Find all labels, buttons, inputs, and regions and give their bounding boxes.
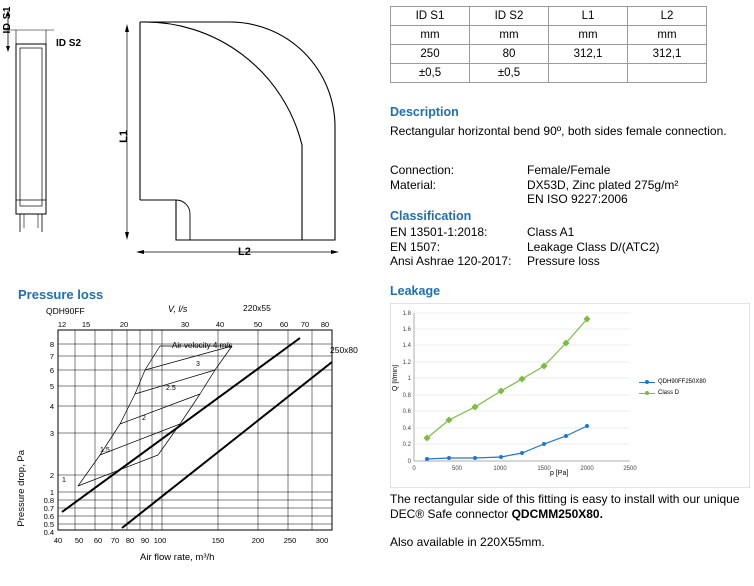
- property-key: Material:: [390, 177, 437, 192]
- table-header-cell: L1: [549, 7, 628, 26]
- svg-text:0.6: 0.6: [402, 409, 411, 415]
- leakage-chart: [390, 303, 750, 488]
- property-key: Connection:: [390, 163, 455, 177]
- table-cell: 312,1: [549, 45, 628, 64]
- svg-text:60: 60: [93, 536, 103, 545]
- property-key: EN 1507:: [390, 239, 441, 254]
- svg-text:5: 5: [49, 382, 54, 391]
- table-row: [391, 26, 707, 45]
- svg-text:0.4: 0.4: [402, 426, 411, 432]
- svg-text:30: 30: [180, 320, 190, 329]
- property-value: Female/Female: [527, 163, 611, 177]
- table-cell: [549, 64, 628, 83]
- legend-swatch-series1: [639, 382, 655, 383]
- svg-text:1500: 1500: [537, 466, 551, 472]
- property-row: [390, 225, 750, 240]
- svg-text:70: 70: [300, 320, 310, 329]
- legend-label: Class D: [658, 390, 680, 396]
- property-key: [390, 192, 527, 207]
- leakage-x-axis-label: p [Pa]: [550, 470, 569, 477]
- table-cell: ±0,5: [470, 64, 549, 83]
- property-key: Ansi Ashrae 120-2017:: [390, 254, 512, 268]
- svg-text:1: 1: [407, 376, 411, 382]
- svg-text:20: 20: [119, 320, 129, 329]
- footer-note-product-code: QDCMM250X80.: [511, 507, 603, 521]
- label-l1: L1: [118, 130, 130, 143]
- pressure-loss-x-axis-label: Air flow rate, m³/h: [140, 552, 215, 563]
- property-value: Pressure loss: [527, 254, 600, 268]
- legend-label: QDH90FF250X80: [658, 379, 707, 385]
- label-id-s1: ID S1: [2, 6, 13, 34]
- svg-text:2: 2: [142, 415, 146, 422]
- svg-text:8: 8: [49, 340, 54, 349]
- property-row: [390, 254, 750, 269]
- svg-text:250: 250: [283, 536, 297, 545]
- label-id-s2: ID S2: [56, 38, 82, 49]
- pressure-loss-velocity-note: Air velocity 4 m/s: [172, 341, 233, 350]
- svg-text:0.2: 0.2: [402, 442, 411, 448]
- table-cell: mm: [628, 26, 707, 45]
- table-cell: ±0,5: [391, 64, 470, 83]
- property-value: EN ISO 9227:2006: [527, 192, 628, 206]
- description-block: [390, 105, 730, 138]
- pressure-loss-curve-label-250x80: 250x80: [330, 345, 358, 355]
- svg-text:2500: 2500: [623, 466, 637, 472]
- description-properties: [390, 163, 750, 207]
- table-cell: mm: [549, 26, 628, 45]
- property-row: [390, 240, 750, 255]
- svg-text:0.4: 0.4: [43, 528, 54, 537]
- legend-item: [639, 377, 706, 388]
- table-cell: 312,1: [628, 45, 707, 64]
- description-title: Description: [390, 105, 459, 119]
- property-row: [390, 178, 750, 193]
- svg-text:90: 90: [140, 536, 150, 545]
- classification-properties: [390, 225, 750, 269]
- svg-text:1.4: 1.4: [402, 343, 411, 349]
- svg-text:0: 0: [412, 466, 416, 472]
- svg-text:2.5: 2.5: [166, 385, 176, 392]
- table-header-row: [391, 7, 707, 26]
- svg-text:0.6: 0.6: [43, 512, 54, 521]
- pressure-loss-y-axis-label: Pressure drop, Pa: [16, 450, 27, 527]
- property-value: DX53D, Zinc plated 275g/m²: [527, 177, 679, 192]
- table-row: [391, 45, 707, 64]
- svg-text:300: 300: [315, 536, 329, 545]
- svg-text:6: 6: [49, 366, 54, 375]
- property-value: Class A1: [527, 225, 575, 239]
- svg-text:4: 4: [49, 402, 54, 411]
- svg-text:40: 40: [215, 320, 225, 329]
- table-cell: 250: [391, 45, 470, 64]
- technical-drawing: [0, 0, 378, 280]
- svg-text:2: 2: [49, 471, 54, 480]
- right-column: [388, 0, 754, 586]
- property-key: EN 13501-1:2018:: [390, 225, 488, 239]
- svg-text:12: 12: [57, 320, 67, 329]
- svg-text:1.5: 1.5: [100, 447, 110, 454]
- svg-text:60: 60: [279, 320, 289, 329]
- table-header-cell: ID S1: [391, 7, 470, 26]
- svg-text:50: 50: [253, 320, 263, 329]
- spec-table: [390, 6, 707, 83]
- legend-swatch-series2: [639, 393, 655, 394]
- property-value: Leakage Class D/(ATC2): [527, 239, 660, 254]
- pressure-loss-chart: [0, 300, 378, 570]
- svg-text:1000: 1000: [493, 466, 507, 472]
- svg-text:2000: 2000: [580, 466, 594, 472]
- classification-title: Classification: [390, 209, 472, 223]
- svg-text:0: 0: [407, 459, 411, 465]
- table-header-cell: L2: [628, 7, 707, 26]
- svg-text:1.6: 1.6: [402, 327, 411, 333]
- svg-text:3: 3: [196, 361, 200, 368]
- leakage-title: Leakage: [390, 284, 441, 298]
- pressure-loss-top-axis-label: V, l/s: [168, 304, 188, 314]
- svg-text:0.5: 0.5: [43, 520, 54, 529]
- svg-text:0.8: 0.8: [43, 496, 54, 505]
- pressure-loss-curve-label-220x55: 220x55: [243, 303, 271, 313]
- leakage-y-axis-label: Q [l/min]: [392, 365, 399, 392]
- svg-text:100: 100: [153, 536, 167, 545]
- svg-text:70: 70: [110, 536, 120, 545]
- table-cell: mm: [391, 26, 470, 45]
- property-row: [390, 192, 750, 207]
- svg-text:200: 200: [251, 536, 265, 545]
- svg-text:50: 50: [74, 536, 84, 545]
- table-cell: 80: [470, 45, 549, 64]
- table-cell: mm: [470, 26, 549, 45]
- svg-text:15: 15: [81, 320, 91, 329]
- svg-text:1.2: 1.2: [402, 360, 411, 366]
- table-row: [391, 64, 707, 83]
- svg-text:7: 7: [49, 352, 54, 361]
- svg-text:0.8: 0.8: [402, 393, 411, 399]
- footer-note-availability: Also available in 220X55mm.: [390, 535, 545, 549]
- table-cell: [628, 64, 707, 83]
- label-l2: L2: [238, 246, 251, 258]
- table-header-cell: ID S2: [470, 7, 549, 26]
- description-text: Rectangular horizontal bend 90º, both sides female connection.: [390, 124, 727, 138]
- legend-item: [639, 388, 706, 399]
- property-row: [390, 163, 750, 178]
- svg-text:1: 1: [62, 477, 66, 484]
- svg-text:80: 80: [320, 320, 330, 329]
- svg-text:40: 40: [53, 536, 63, 545]
- svg-text:3: 3: [49, 429, 54, 438]
- pressure-loss-title: Pressure loss: [18, 287, 104, 302]
- svg-text:80: 80: [125, 536, 135, 545]
- leakage-legend: [639, 377, 706, 399]
- svg-text:0.7: 0.7: [43, 504, 54, 513]
- svg-text:1.8: 1.8: [402, 311, 411, 317]
- pressure-loss-product-code: QDH90FF: [46, 306, 85, 316]
- svg-text:500: 500: [451, 466, 463, 472]
- footer-note-text: The rectangular side of this fitting is easy to install with our unique DEC® Safe connector: [390, 492, 740, 521]
- footer-note-connector: [390, 492, 740, 522]
- svg-text:1: 1: [49, 488, 54, 497]
- svg-text:150: 150: [211, 536, 225, 545]
